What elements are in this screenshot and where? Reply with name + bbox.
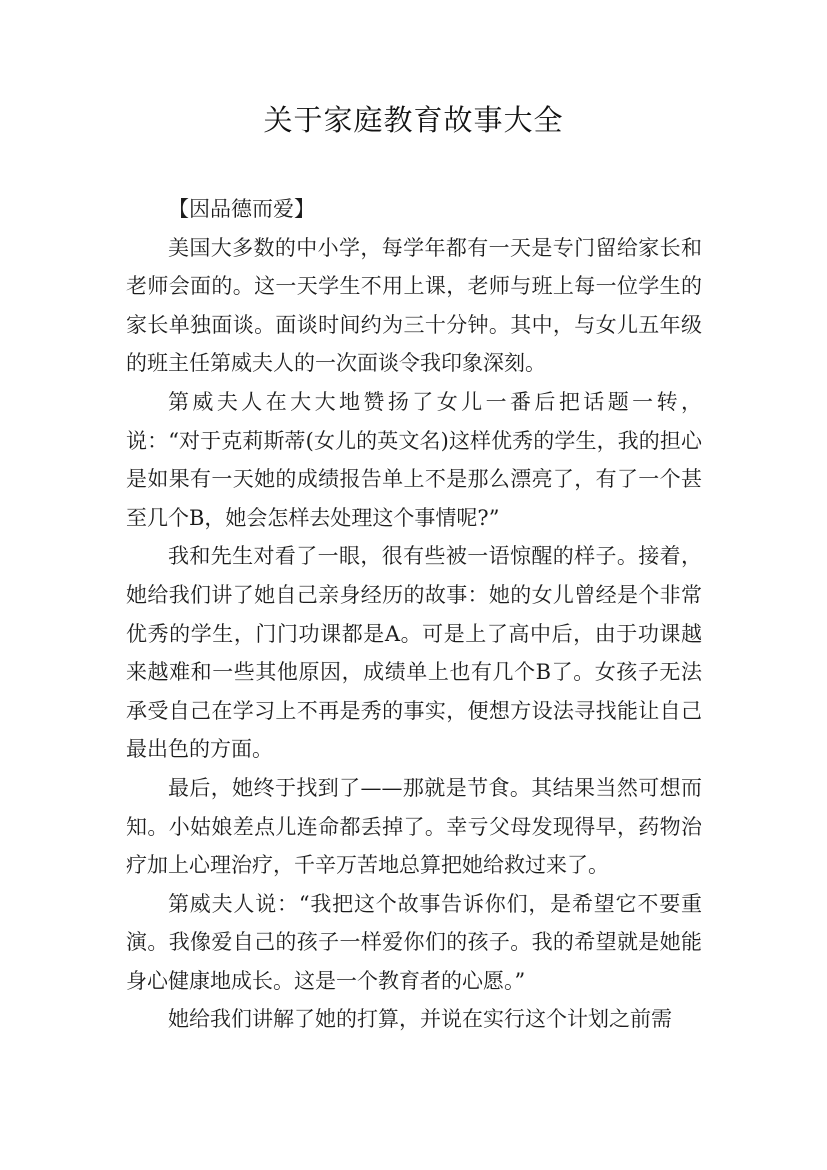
- paragraph: 美国大多数的中小学，每学年都有一天是专门留给家长和老师会面的。这一天学生不用上课，老师与班上每一位学生的家长单独面谈。面谈时间约为三十分钟。其中，与女儿五年级的班主任第威夫人的一次面谈令我印象深刻。: [126, 235, 702, 376]
- document-title: 关于家庭教育故事大全: [263, 103, 564, 137]
- paragraph: 第威夫人说：“我把这个故事告诉你们，是希望它不要重演。我像爱自己的孩子一样爱你们的孩子。我的希望就是她能身心健康地成长。这是一个教育者的心愿。”: [126, 891, 702, 993]
- document-body: [126, 190, 702, 1039]
- paragraph: 最后，她终于找到了——那就是节食。其结果当然可想而知。小姑娘差点儿连命都丢掉了。幸亏父母发现得早，药物治疗加上心理治疗，千辛万苦地总算把她给救过来了。: [126, 775, 702, 878]
- paragraph: 我和先生对看了一眼，很有些被一语惊醒的样子。接着，她给我们讲了她自己亲身经历的故事：她的女儿曾经是个非常优秀的学生，门门功课都是A。可是上了高中后，由于功课越来越难和一些其他原因，成绩单上也有几个B了。女孩子无法承受自己在学习上不再是秀的事实，便想方设法寻找能让自己最出色的方面。: [126, 544, 702, 762]
- paragraph: 她给我们讲解了她的打算，并说在实行这个计划之前需: [168, 1007, 672, 1032]
- paragraph: 第威夫人在大大地赞扬了女儿一番后把话题一转，说：“对于克莉斯蒂(女儿的英文名)这样优秀的学生，我的担心是如果有一天她的成绩报告单上不是那么漂亮了，有了一个甚至几个B，她会怎样去处理这个事情呢?”: [126, 389, 702, 530]
- section-heading: 【因品德而爱】: [168, 197, 315, 221]
